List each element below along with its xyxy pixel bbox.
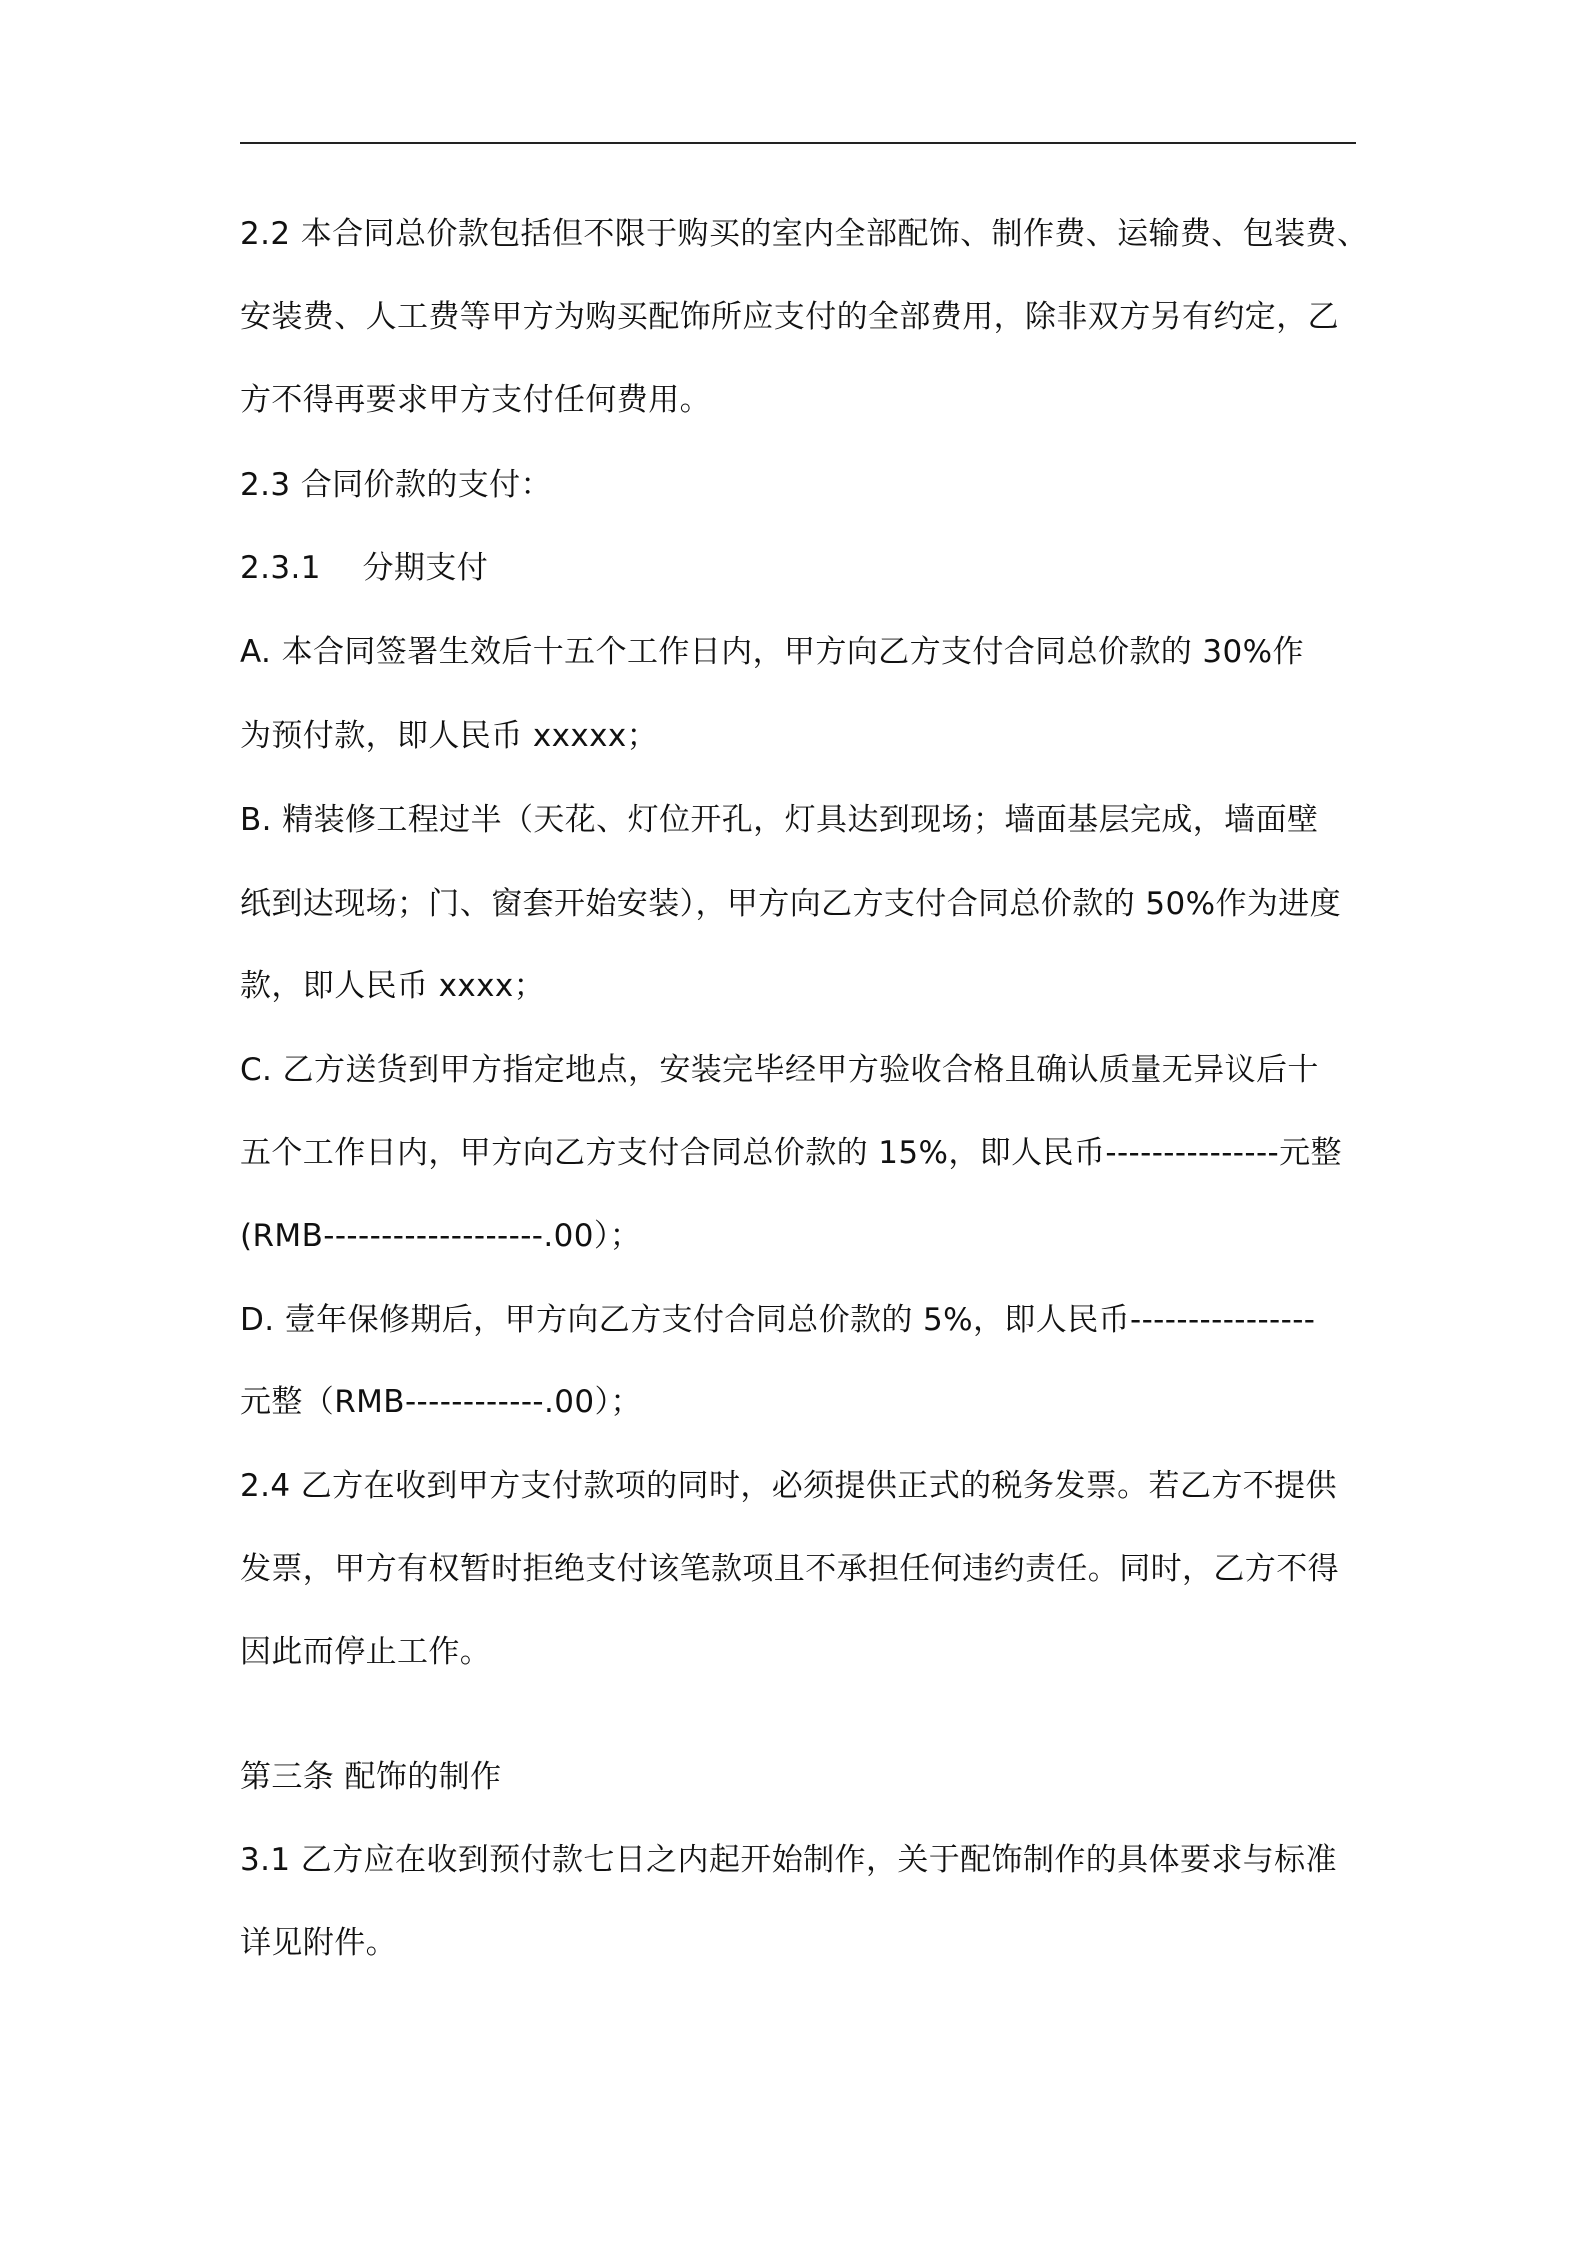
clause-2-2-line-3: 方不得再要求甲方支付任何费用。: [240, 382, 711, 418]
item-c-line-2: 五个工作日内，甲方向乙方支付合同总价款的 15%，即人民币---------------元整: [240, 1135, 1342, 1171]
clause-2-4-line-3: 因此而停止工作。: [240, 1634, 492, 1670]
item-a-line-1: A. 本合同签署生效后十五个工作日内，甲方向乙方支付合同总价款的 30%作: [240, 634, 1304, 670]
clause-2-4-line-1: 2.4 乙方在收到甲方支付款项的同时，必须提供正式的税务发票。若乙方不提供: [240, 1468, 1337, 1504]
item-d-line-1: D. 壹年保修期后，甲方向乙方支付合同总价款的 5%，即人民币----------------: [240, 1302, 1316, 1338]
clause-2-2-line-1: 2.2 本合同总价款包括但不限于购买的室内全部配饰、制作费、运输费、包装费、: [240, 216, 1369, 252]
item-c-line-1: C. 乙方送货到甲方指定地点，安装完毕经甲方验收合格且确认质量无异议后十: [240, 1052, 1319, 1088]
item-d-line-2: 元整（RMB------------.00）；: [240, 1384, 642, 1420]
item-b-line-2: 纸到达现场；门、窗套开始安装），甲方向乙方支付合同总价款的 50%作为进度: [240, 886, 1342, 922]
clause-2-3-1-heading: 2.3.1 分期支付: [240, 550, 489, 586]
item-b-line-3: 款，即人民币 xxxx；: [240, 968, 546, 1004]
item-b-line-1: B. 精装修工程过半（天花、灯位开孔，灯具达到现场；墙面基层完成，墙面壁: [240, 802, 1319, 838]
header-rule: [240, 142, 1356, 144]
item-c-line-3: (RMB-------------------.00）；: [240, 1218, 642, 1254]
clause-2-4-line-2: 发票，甲方有权暂时拒绝支付该笔款项且不承担任何违约责任。同时，乙方不得: [240, 1551, 1339, 1587]
clause-2-3-heading: 2.3 合同价款的支付：: [240, 467, 552, 503]
article-3-heading: 第三条 配饰的制作: [240, 1759, 502, 1795]
item-a-line-2: 为预付款，即人民币 xxxxx；: [240, 718, 658, 754]
clause-2-2-line-2: 安装费、人工费等甲方为购买配饰所应支付的全部费用，除非双方另有约定，乙: [240, 299, 1339, 335]
clause-3-1-line-1: 3.1 乙方应在收到预付款七日之内起开始制作，关于配饰制作的具体要求与标准: [240, 1842, 1337, 1878]
clause-3-1-line-2: 详见附件。: [240, 1925, 397, 1961]
